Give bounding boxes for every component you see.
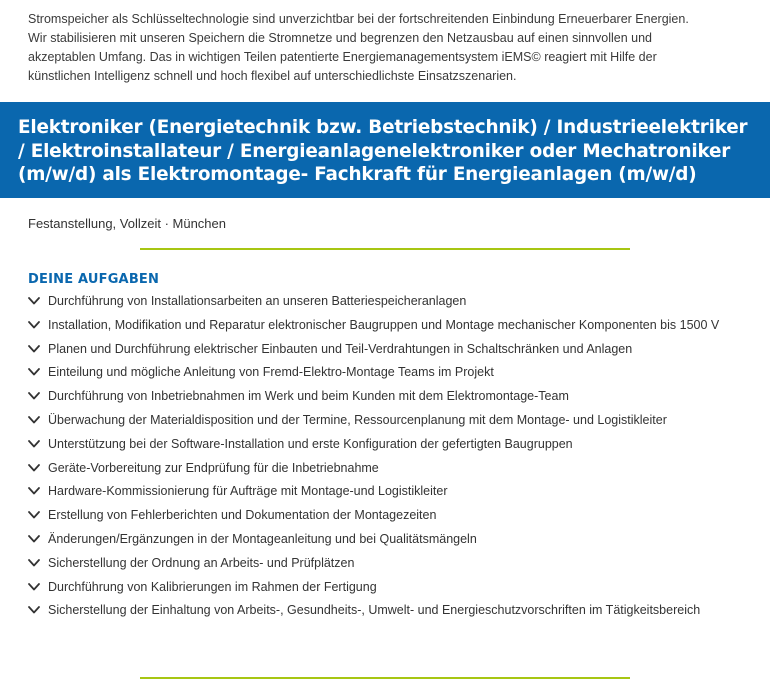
task-item bbox=[28, 459, 743, 477]
divider bbox=[140, 248, 630, 250]
task-item bbox=[28, 554, 743, 572]
job-title-banner bbox=[0, 102, 770, 198]
task-item bbox=[28, 601, 743, 619]
chevron-down-icon bbox=[28, 363, 48, 381]
task-item bbox=[28, 506, 743, 524]
chevron-down-icon bbox=[28, 459, 48, 477]
task-text: Überwachung der Materialdisposition und der Termine, Ressourcenplanung mit dem Montage- und Logistikleiter bbox=[48, 412, 667, 427]
chevron-down-icon bbox=[28, 554, 48, 572]
task-item bbox=[28, 435, 743, 453]
task-item bbox=[28, 340, 743, 358]
task-text: Installation, Modifikation und Reparatur elektronischer Baugruppen und Montage mechanischer Komponenten bis 1500 V bbox=[48, 317, 720, 332]
intro-line: künstlichen Intelligenz schnell und hoch flexibel auf unterschiedlichste Einsatzszenarien. bbox=[28, 69, 517, 83]
chevron-down-icon bbox=[28, 411, 48, 429]
task-text: Hardware-Kommissionierung für Aufträge mit Montage-und Logistikleiter bbox=[48, 484, 448, 499]
task-text: Änderungen/Ergänzungen in der Montageanleitung und bei Qualitätsmängeln bbox=[48, 531, 477, 546]
task-item bbox=[28, 316, 743, 334]
task-item bbox=[28, 363, 743, 381]
task-item bbox=[28, 411, 743, 429]
task-text: Sicherstellung der Einhaltung von Arbeits-, Gesundheits-, Umwelt- und Energieschutzvorschriften im Tätigkeitsbereich bbox=[48, 603, 701, 618]
job-title: Elektroniker (Energietechnik bzw. Betriebstechnik) / Industrieelektriker / Elektroinstallateur / Energieanlagenelektroniker oder Mechatroniker (m/w/d) als Elektromontage- Fachkraft für Energieanlagen (m/w/d) bbox=[18, 117, 748, 185]
task-item bbox=[28, 387, 743, 405]
chevron-down-icon bbox=[28, 435, 48, 453]
intro-line: Wir stabilisieren mit unseren Speichern die Stromnetze und begrenzen den Netzausbau auf einen sinnvollen und bbox=[28, 31, 652, 45]
task-item bbox=[28, 578, 743, 596]
task-item bbox=[28, 292, 743, 310]
task-text: Einteilung und mögliche Anleitung von Fremd-Elektro-Montage Teams im Projekt bbox=[48, 365, 494, 380]
job-meta: Festanstellung, Vollzeit · München bbox=[28, 216, 226, 231]
task-text: Sicherstellung der Ordnung an Arbeits- und Prüfplätzen bbox=[48, 555, 355, 570]
task-text: Durchführung von Inbetriebnahmen im Werk und beim Kunden mit dem Elektromontage-Team bbox=[48, 389, 569, 404]
chevron-down-icon bbox=[28, 482, 48, 500]
chevron-down-icon bbox=[28, 340, 48, 358]
chevron-down-icon bbox=[28, 601, 48, 619]
chevron-down-icon bbox=[28, 506, 48, 524]
task-text: Durchführung von Kalibrierungen im Rahmen der Fertigung bbox=[48, 579, 377, 594]
divider bbox=[140, 677, 630, 679]
section-heading-tasks: DEINE AUFGABEN bbox=[28, 272, 160, 287]
task-text: Erstellung von Fehlerberichten und Dokumentation der Montagezeiten bbox=[48, 508, 437, 523]
task-text: Planen und Durchführung elektrischer Einbauten und Teil-Verdrahtungen in Schaltschränken und Anlagen bbox=[48, 341, 633, 356]
chevron-down-icon bbox=[28, 387, 48, 405]
task-text: Durchführung von Installationsarbeiten an unseren Batteriespeicheranlagen bbox=[48, 294, 467, 308]
task-item bbox=[28, 482, 743, 500]
chevron-down-icon bbox=[28, 530, 48, 548]
chevron-down-icon bbox=[28, 316, 48, 334]
task-text: Unterstützung bei der Software-Installation und erste Konfiguration der gefertigten Baugruppen bbox=[48, 436, 573, 451]
task-text: Geräte-Vorbereitung zur Endprüfung für die Inbetriebnahme bbox=[48, 460, 379, 475]
intro-line: akzeptablen Umfang. Das in wichtigen Teilen patentierte Energiemanagementsystem iEMS© reagiert mit Hilfe der bbox=[28, 50, 657, 64]
task-item bbox=[28, 530, 743, 548]
task-list bbox=[28, 292, 743, 625]
chevron-down-icon bbox=[28, 578, 48, 596]
chevron-down-icon bbox=[28, 292, 48, 310]
company-intro bbox=[0, 0, 748, 86]
intro-line: Stromspeicher als Schlüsseltechnologie sind unverzichtbar bei der fortschreitenden Einbindung Erneuerbarer Energien. bbox=[28, 12, 689, 26]
